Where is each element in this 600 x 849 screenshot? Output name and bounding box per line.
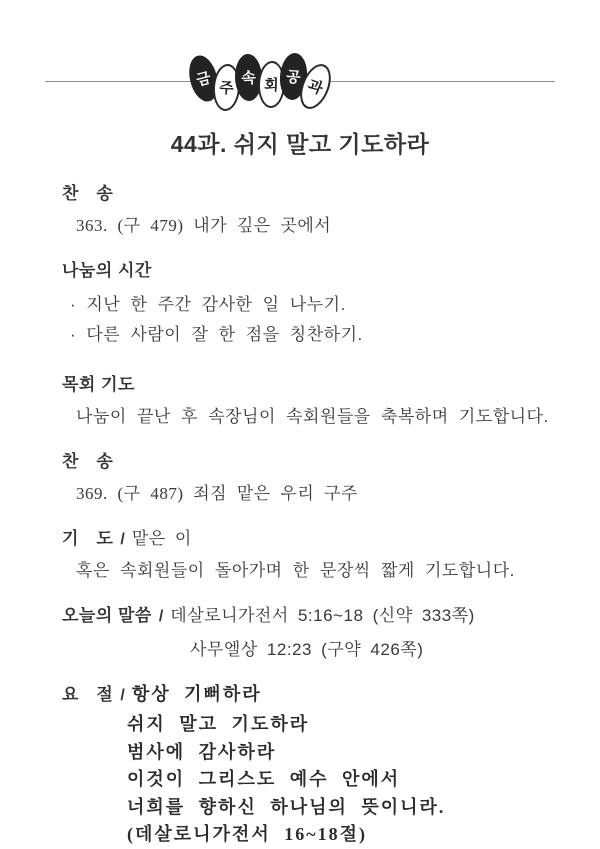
prayer-instruction-line: 혹은 속회원들이 돌아가며 한 문장씩 짧게 기도합니다. xyxy=(76,561,515,580)
todays-word-heading-row xyxy=(62,601,560,626)
section-pastoral-prayer xyxy=(62,370,560,427)
badge-char-label: 공 xyxy=(285,68,302,87)
section-heading: 요 절 xyxy=(62,685,114,704)
badge-char-label: 회 xyxy=(263,76,280,95)
sharing-bullet-list xyxy=(62,290,560,350)
hymn-number-line: 363. (구 479) 내가 깊은 곳에서 xyxy=(76,216,332,235)
verse-line: 쉬지 말고 기도하라 xyxy=(127,714,310,734)
bullet-item: · 지난 한 주간 감사한 일 나누기. xyxy=(70,295,346,314)
section-hymn-1 xyxy=(62,179,560,236)
separator-slash: / xyxy=(120,531,125,548)
lesson-title: 44과. 쉬지 말고 기도하라 xyxy=(170,131,430,157)
pastoral-prayer-line: 나눔이 끝난 후 속장님이 속회원들을 축복하며 기도합니다. xyxy=(76,407,549,426)
verse-line: 범사에 감사하라 xyxy=(127,741,277,762)
section-key-verse xyxy=(62,680,560,849)
bullet-item: · 다른 사람이 잘 한 점을 칭찬하기. xyxy=(70,325,363,344)
section-heading: 찬 송 xyxy=(62,184,114,203)
prayer-assignee: 맡은 이 xyxy=(131,529,192,548)
separator-slash: / xyxy=(158,608,164,625)
verse-citation: (데살로니가전서 16~18절) xyxy=(127,824,367,844)
lesson-content xyxy=(0,179,600,849)
verse-line: 항상 기뻐하라 xyxy=(131,684,262,704)
scripture-reference-2: 사무엘상 12:23 (구약 426쪽) xyxy=(190,640,424,659)
hymn-number-line: 369. (구 487) 죄짐 맡은 우리 구주 xyxy=(76,484,358,503)
section-heading: 찬 송 xyxy=(62,452,114,471)
section-heading: 기 도 xyxy=(62,529,114,548)
verse-line: 너희를 향하신 하나님의 뜻이니라. xyxy=(127,796,446,817)
badge-char-label: 과 xyxy=(305,76,326,99)
page-header xyxy=(0,0,600,116)
section-prayer xyxy=(62,524,560,581)
scripture-reference-1: 데살로니가전서 5:16~18 (신약 333쪽) xyxy=(170,606,475,625)
badge-char-label: 주 xyxy=(218,79,235,98)
badge-char-label: 금 xyxy=(194,69,213,90)
verse-line-block xyxy=(62,711,560,849)
section-heading: 오늘의 말씀 xyxy=(62,606,152,625)
section-heading: 나눔의 시간 xyxy=(62,261,152,280)
section-heading: 목회 기도 xyxy=(62,375,135,394)
separator-slash: / xyxy=(120,687,125,704)
section-sharing-time xyxy=(62,256,560,350)
verse-line: 이것이 그리스도 예수 안에서 xyxy=(127,769,401,789)
key-verse-heading-row xyxy=(62,680,560,705)
weekly-lesson-badge-logo xyxy=(190,52,332,116)
section-hymn-2 xyxy=(62,447,560,504)
prayer-heading-row xyxy=(62,524,560,549)
section-todays-word xyxy=(62,601,560,660)
badge-char-label: 속 xyxy=(240,69,257,88)
